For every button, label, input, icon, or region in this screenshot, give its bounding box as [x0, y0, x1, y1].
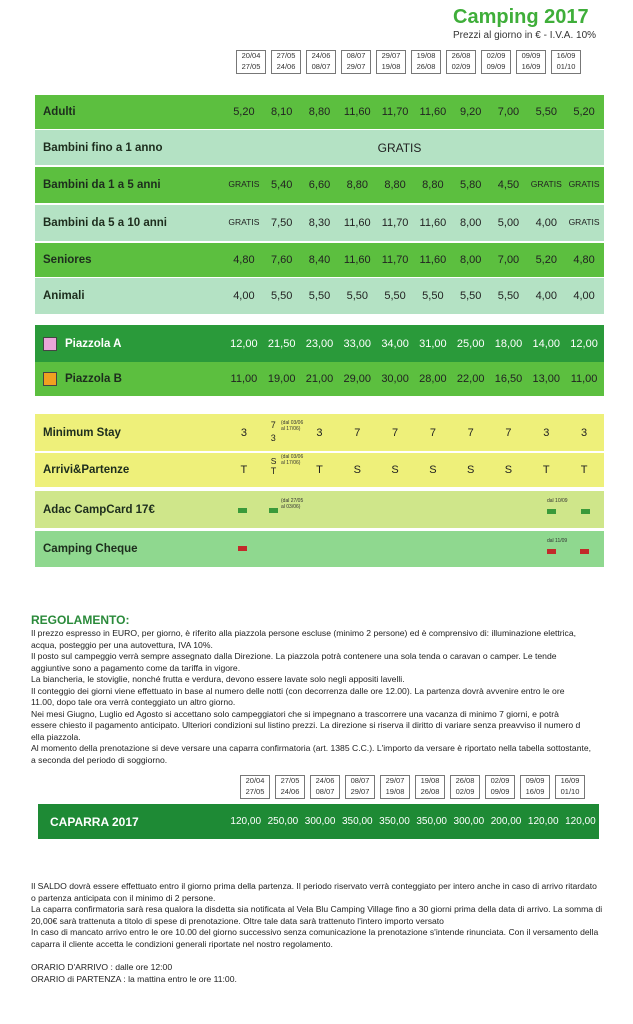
cheque-note: dal 11/09 — [547, 538, 568, 544]
pitch-values: 12,00 21,50 23,00 33,00 34,00 31,00 25,00 18,00 14,00 12,00 — [230, 337, 598, 350]
caparra-values: 120,00 250,00 300,00 350,00 350,00 350,00 300,00 200,00 120,00 120,00 — [230, 816, 596, 827]
period-cell: 24/06 08/07 — [306, 50, 336, 74]
adac-mark — [581, 509, 590, 514]
min-stay-values: 3 7 3 3 7 7 7 7 7 3 3 — [240, 419, 588, 443]
pitch-b-swatch — [43, 372, 57, 386]
pitch-row-a: Piazzola A 12,00 21,50 23,00 33,00 34,00 31,00 25,00 18,00 14,00 12,00 — [35, 325, 604, 362]
arrivi-row: Arrivi&Partenze T S T T S S S S S T T — [35, 452, 604, 487]
cheque-mark — [238, 546, 247, 551]
gratis-value: GRATIS — [377, 140, 422, 155]
saldo-text: Il SALDO dovrà essere effettuato entro il giorno prima della partenza. Il periodo riservato verrà conteggiato per intero anche in caso di arrivo ritardato o partenza anticipata con il minimo di 2 persone. La caparra confirmatoria sarà resa qualora la disdetta sia notificata al Vela Blu Camping Village fino a 30 giorni prima della data di arrivo. La somma di 20,00€ sarà trattenuta a titolo di spese di prenotazione. Oltre tale data sarà trattenuto l'intero importo versato In caso di mancato arrivo entro le ore 10.00 del giorno successivo senza comunicazione la prenotazione s'intende rinunciata. Con il versamento della caparra il cliente accetta le condizioni generali riportate nel nostro regolamento. — [31, 881, 603, 949]
period-cell: 29/07 19/08 — [376, 50, 406, 74]
rate-values: 5,20 8,10 8,80 11,60 11,70 11,60 9,20 7,00 5,50 5,20 — [233, 106, 595, 118]
min-stay-row: Minimum Stay 3 7 3 3 7 7 7 7 7 3 3 — [35, 414, 604, 451]
period-cell: 09/09 16/09 — [520, 775, 550, 799]
cheque-mark — [580, 549, 589, 554]
cheque-row: Camping Cheque — [35, 531, 604, 567]
pitch-a-swatch — [43, 337, 57, 351]
caparra-row: CAPARRA 2017 120,00 250,00 300,00 350,00 350,00 350,00 300,00 200,00 120,00 120,00 — [38, 804, 599, 839]
period-cell: 26/08 02/09 — [450, 775, 480, 799]
period-cell: 19/08 26/08 — [415, 775, 445, 799]
period-cell: 26/08 02/09 — [446, 50, 476, 74]
period-cell: 02/09 09/09 — [485, 775, 515, 799]
regolamento-title: REGOLAMENTO: — [31, 613, 130, 627]
rate-values: 4,80 7,60 8,40 11,60 11,70 11,60 8,00 7,00 5,20 4,80 — [233, 254, 595, 266]
rate-values: GRATIS 7,50 8,30 11,60 11,70 11,60 8,00 5,00 4,00 GRATIS — [228, 217, 600, 229]
period-cell: 29/07 19/08 — [380, 775, 410, 799]
period-cell: 20/04 27/05 — [240, 775, 270, 799]
rate-row-seniores: Seniores 4,80 7,60 8,40 11,60 11,70 11,60 8,00 7,00 5,20 4,80 — [35, 243, 604, 277]
rate-row-bambini-1: Bambini fino a 1 anno GRATIS — [35, 130, 604, 165]
regolamento-text: Il prezzo espresso in EURO, per giorno, è riferito alla piazzola persone escluse (minimo 2 persone) ed è comprensivo di: illuminazione elettrica, acqua, posteggio per una autovettura, IVA 10%. Il posto sul campeggio verrà sempre assegnato dalla Direzione. La piazzola potrà contenere una sola tenda o caravan o camper. Le tende aggiuntive sono a pagamento come da tariffa in vigore. La biancheria, le stoviglie, nonché frutta e verdura, devono essere lavate solo negli appositi lavelli. Il conteggio dei giorni viene effettuato in base al numero delle notti (con decorrenza dalle ore 12.00). La partenza dovrà avvenire entro le ore 11.00, dopo tale ora verrà conteggiato un altro giorno. Nei mesi Giugno, Luglio ed Agosto si accettano solo campeggiatori che si impegnano a trascorrere una vacanza di minimo 7 giorni, e potrà essere chiesto il pagamento anticipato. Ulteriori condizioni sul listino prezzi. La direzione si riserva il diritto di variare senza preavviso il numero d ella piazzola. Al momento della prenotazione si deve versare una caparra confirmatoria (art. 1385 C.C.). L'importo da versare è riportato nella tabella sottostante, a seconda del periodo di soggiorno. — [31, 628, 592, 765]
orario-arrivo: ORARIO D'ARRIVO : dalle ore 12:00 — [31, 962, 173, 972]
period-cell: 27/05 24/06 — [275, 775, 305, 799]
adac-row: Adac CampCard 17€ — [35, 491, 604, 528]
rate-row-adulti: Adulti 5,20 8,10 8,80 11,60 11,70 11,60 9,20 7,00 5,50 5,20 — [35, 95, 604, 129]
adac-mark — [547, 509, 556, 514]
rate-row-animali: Animali 4,00 5,50 5,50 5,50 5,50 5,50 5,50 5,50 4,00 4,00 — [35, 278, 604, 314]
min-stay-note: (dal 03/06 al 17/06) — [281, 420, 304, 432]
period-cell: 08/07 29/07 — [345, 775, 375, 799]
adac-note-2: dal 10/09 — [547, 498, 568, 504]
period-cell: 16/09 01/10 — [555, 775, 585, 799]
rate-row-bambini-5-10: Bambini da 5 a 10 anni GRATIS 7,50 8,30 11,60 11,70 11,60 8,00 5,00 4,00 GRATIS — [35, 205, 604, 241]
period-cell: 16/09 01/10 — [551, 50, 581, 74]
page-title: Camping 2017 — [453, 6, 589, 28]
arrivi-values: T S T T S S S S S T T — [240, 456, 588, 476]
page-subtitle: Prezzi al giorno in € - I.V.A. 10% — [453, 30, 597, 41]
cheque-mark — [547, 549, 556, 554]
period-cell: 27/05 24/06 — [271, 50, 301, 74]
pitch-row-b: Piazzola B 11,00 19,00 21,00 29,00 30,00 28,00 22,00 16,50 13,00 11,00 — [35, 362, 604, 396]
arrivi-note: (dal 03/06 al 17/06) — [281, 454, 304, 466]
adac-mark — [269, 508, 278, 513]
period-cell: 08/07 29/07 — [341, 50, 371, 74]
rate-values: 4,00 5,50 5,50 5,50 5,50 5,50 5,50 5,50 4,00 4,00 — [233, 290, 595, 302]
rate-values: GRATIS 5,40 6,60 8,80 8,80 8,80 5,80 4,50 GRATIS GRATIS — [228, 179, 600, 191]
period-cell: 24/06 08/07 — [310, 775, 340, 799]
adac-mark — [238, 508, 247, 513]
adac-note-1: (dal 27/05 al 03/06) — [281, 498, 304, 510]
orario-partenza: ORARIO di PARTENZA : la mattina entro le ore 11:00. — [31, 973, 237, 984]
period-cell: 19/08 26/08 — [411, 50, 441, 74]
rate-row-bambini-1-5: Bambini da 1 a 5 anni GRATIS 5,40 6,60 8,80 8,80 8,80 5,80 4,50 GRATIS GRATIS — [35, 167, 604, 203]
period-cell: 02/09 09/09 — [481, 50, 511, 74]
period-cell: 20/04 27/05 — [236, 50, 266, 74]
caparra-period-header — [240, 775, 585, 799]
period-header — [236, 50, 581, 74]
pitch-values: 11,00 19,00 21,00 29,00 30,00 28,00 22,00 16,50 13,00 11,00 — [230, 373, 598, 385]
orari-text — [31, 962, 237, 985]
period-cell: 09/09 16/09 — [516, 50, 546, 74]
